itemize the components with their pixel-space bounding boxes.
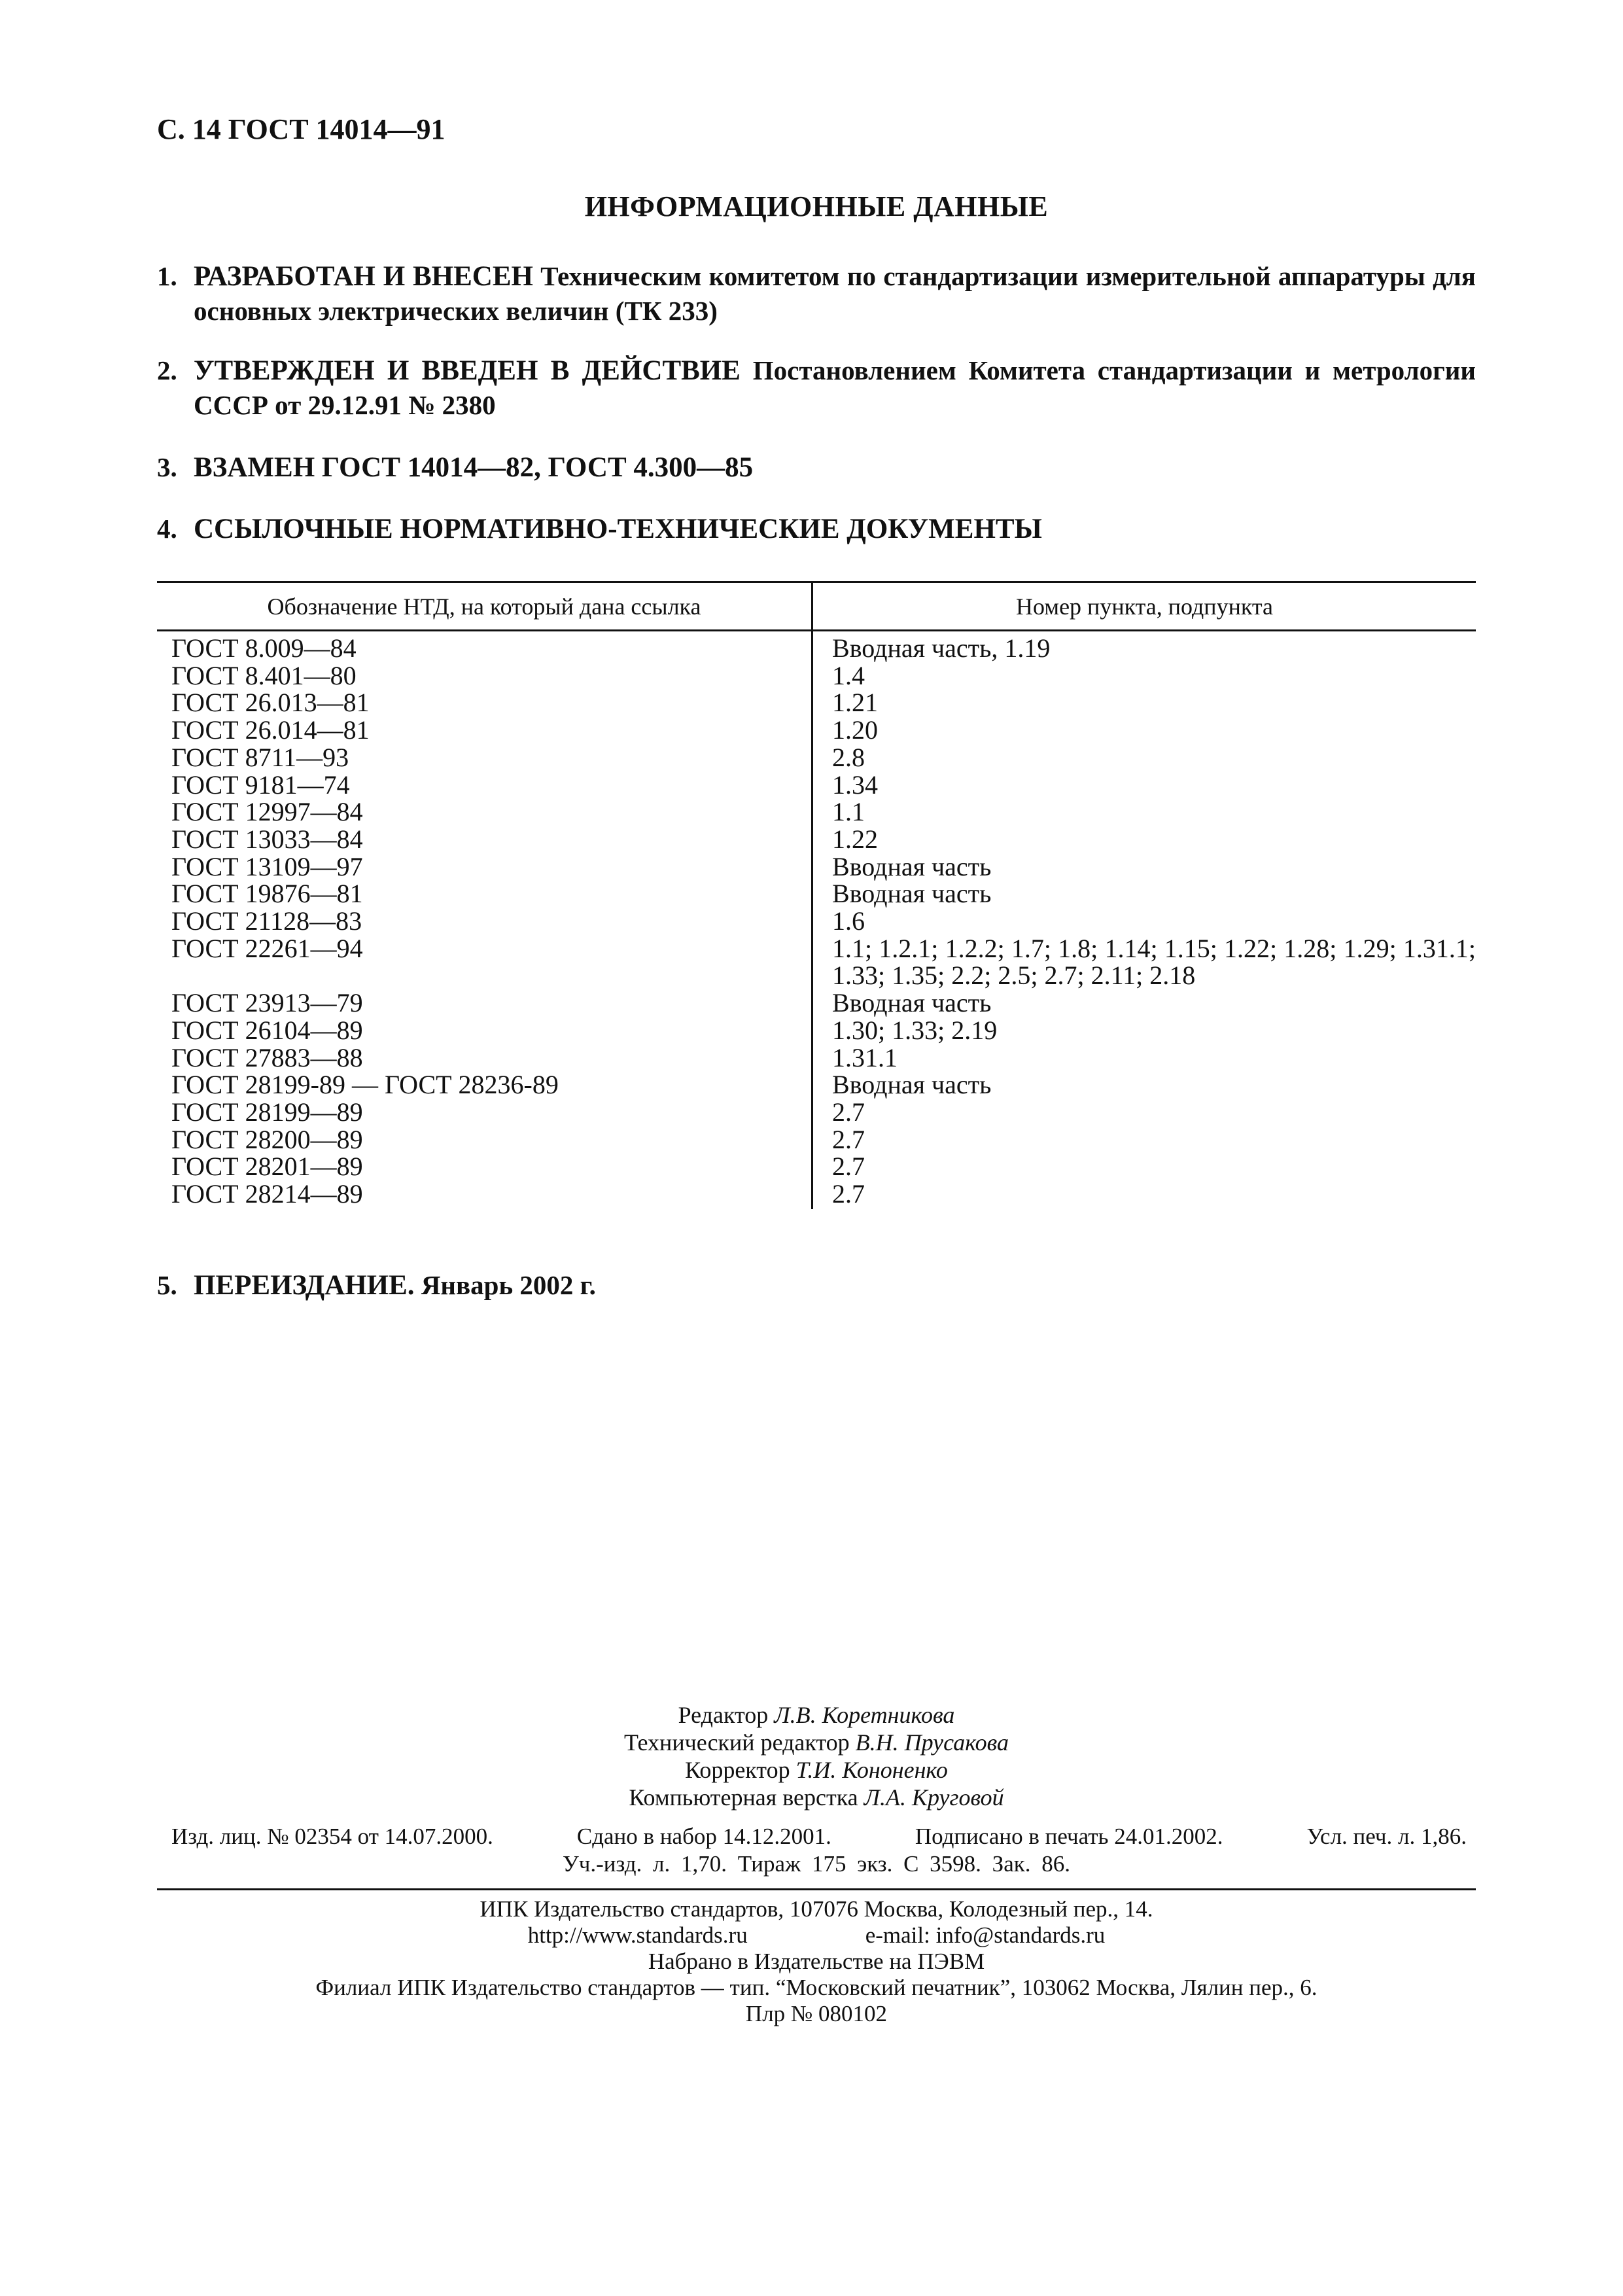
table-cell-clause: 1.34 — [832, 769, 878, 800]
table-cell-clause: 1.20 — [832, 715, 878, 745]
credits-block — [157, 1701, 1476, 1811]
table-body — [157, 635, 1476, 1208]
table-row — [157, 908, 1476, 935]
publisher-contacts — [157, 1922, 1476, 1949]
credit-tech-editor: Технический редактор В.Н. Прусакова — [623, 1729, 1009, 1756]
table-row — [157, 1099, 1476, 1126]
table-cell-document: ГОСТ 26104—89 — [171, 1015, 363, 1045]
table-cell-document: ГОСТ 26.013—81 — [171, 688, 370, 718]
table-cell-clause: 1.6 — [832, 906, 865, 936]
table-cell-clause: Вводная часть, 1.19 — [832, 633, 1051, 663]
item-number: 1. — [157, 261, 177, 291]
table-cell-document: ГОСТ 28214—89 — [171, 1179, 363, 1209]
item-number: 2. — [157, 355, 177, 385]
table-cell-clause: Вводная часть — [832, 988, 992, 1018]
credit-proofreader: Корректор Т.И. Кононенко — [685, 1757, 948, 1783]
publisher-website: http://www.standards.ru — [527, 1922, 748, 1948]
table-row — [157, 989, 1476, 1017]
table-cell-clause: 1.22 — [832, 824, 878, 854]
table-cell-document: ГОСТ 9181—74 — [171, 769, 350, 800]
table-row — [157, 826, 1476, 853]
table-cell-clause: 1.21 — [832, 688, 878, 718]
publisher-branch: Филиал ИПК Издательство стандартов — тип. “Московский печатник”, 103062 Москва, Лялин пер., 6. — [315, 1975, 1318, 2000]
info-item-4 — [157, 512, 1476, 546]
item-lead: ПЕРЕИЗДАНИЕ. — [194, 1270, 415, 1301]
item-lead: ССЫЛОЧНЫЕ НОРМАТИВНО-ТЕХНИЧЕСКИЕ ДОКУМЕНТЫ — [194, 514, 1042, 544]
item-text: Техническим комитетом по стандартизации измерительной аппаратуры для основных электрических величин (ТК 233) — [194, 261, 1476, 326]
table-cell-document: ГОСТ 28199—89 — [171, 1097, 363, 1127]
table-row — [157, 935, 1476, 989]
item-lead: ВЗАМЕН ГОСТ 14014—82, ГОСТ 4.300—85 — [194, 452, 754, 483]
table-cell-clause: 2.7 — [832, 1124, 865, 1154]
table-cell-clause: Вводная часть — [832, 1070, 992, 1100]
table-header-document: Обозначение НТД, на который дана ссылка — [267, 593, 701, 620]
table-cell-document: ГОСТ 23913—79 — [171, 988, 363, 1018]
item-lead: УТВЕРЖДЕН И ВВЕДЕН В ДЕЙСТВИЕ — [194, 355, 741, 386]
table-row — [157, 716, 1476, 744]
item-lead: РАЗРАБОТАН И ВНЕСЕН — [194, 261, 533, 292]
table-cell-document: ГОСТ 28200—89 — [171, 1124, 363, 1154]
imprint-typeset: Сдано в набор 14.12.2001. — [576, 1824, 831, 1849]
table-cell-clause: 2.8 — [832, 742, 865, 772]
imprint-signed: Подписано в печать 24.01.2002. — [915, 1824, 1223, 1849]
table-row — [157, 1071, 1476, 1099]
info-item-5 — [157, 1268, 1476, 1303]
table-row — [157, 1126, 1476, 1154]
table-cell-clause: 2.7 — [832, 1179, 865, 1209]
info-item-3 — [157, 450, 1476, 485]
publisher-block — [157, 1896, 1476, 2027]
item-text: Январь 2002 г. — [414, 1270, 596, 1300]
table-row — [157, 1044, 1476, 1072]
table-row — [157, 880, 1476, 908]
table-cell-document: ГОСТ 28201—89 — [171, 1152, 363, 1182]
publisher-plr: Плр № 080102 — [745, 2001, 888, 2026]
credit-editor: Редактор Л.В. Коретникова — [678, 1702, 955, 1728]
table-cell-clause: 2.7 — [832, 1152, 865, 1182]
imprint-license: Изд. лиц. № 02354 от 14.07.2000. — [171, 1824, 493, 1849]
item-number: 4. — [157, 514, 177, 544]
table-row — [157, 635, 1476, 662]
table-cell-clause: Вводная часть — [832, 851, 992, 881]
table-cell-document: ГОСТ 19876—81 — [171, 879, 363, 909]
table-cell-clause: 1.4 — [832, 660, 865, 690]
table-cell-document: ГОСТ 8711—93 — [171, 742, 349, 772]
table-cell-clause: Вводная часть — [832, 879, 992, 909]
table-cell-document: ГОСТ 8.401—80 — [171, 660, 357, 690]
table-row — [157, 662, 1476, 690]
publisher-typeset-note: Набрано в Издательстве на ПЭВМ — [648, 1949, 985, 1974]
table-cell-document: ГОСТ 8.009—84 — [171, 633, 357, 663]
page-header: С. 14 ГОСТ 14014—91 — [157, 113, 445, 145]
table-cell-clause: 1.1; 1.2.1; 1.2.2; 1.7; 1.8; 1.14; 1.15; 1.22; 1.28; 1.29; 1.31.1; 1.33; 1.35; 2.2; 2.5; 2.7; 2.11; 2.18 — [832, 933, 1476, 991]
info-item-2 — [157, 353, 1476, 422]
imprint-line-1 — [171, 1823, 1467, 1850]
table-cell-document: ГОСТ 28199-89 — ГОСТ 28236-89 — [171, 1070, 559, 1100]
credit-layout: Компьютерная верстка Л.А. Круговой — [629, 1784, 1004, 1810]
section-title: ИНФОРМАЦИОННЫЕ ДАННЫЕ — [584, 190, 1049, 222]
table-cell-clause: 1.1 — [832, 797, 865, 827]
table-top-rule — [157, 581, 1476, 583]
table-cell-document: ГОСТ 13033—84 — [171, 824, 363, 854]
imprint-rule — [157, 1888, 1476, 1890]
table-cell-clause: 2.7 — [832, 1097, 865, 1127]
item-number: 5. — [157, 1270, 177, 1300]
table-row — [157, 689, 1476, 716]
publisher-address: ИПК Издательство стандартов, 107076 Москва, Колодезный пер., 14. — [480, 1896, 1153, 1922]
table-cell-document: ГОСТ 27883—88 — [171, 1042, 363, 1072]
table-header-rule — [157, 629, 1476, 631]
table-cell-document: ГОСТ 21128—83 — [171, 906, 362, 936]
table-row — [157, 1153, 1476, 1180]
table-cell-document: ГОСТ 26.014—81 — [171, 715, 370, 745]
table-row — [157, 798, 1476, 826]
table-row — [157, 1017, 1476, 1044]
publisher-email: e-mail: info@standards.ru — [865, 1922, 1106, 1948]
table-cell-document: ГОСТ 12997—84 — [171, 797, 363, 827]
table-row — [157, 1180, 1476, 1208]
table-row — [157, 853, 1476, 881]
table-cell-document: ГОСТ 22261—94 — [171, 933, 363, 963]
item-number: 3. — [157, 452, 177, 482]
table-cell-clause: 1.31.1 — [832, 1042, 898, 1072]
imprint-print-sheets: Усл. печ. л. 1,86. — [1306, 1824, 1467, 1849]
table-row — [157, 771, 1476, 799]
table-header-clause: Номер пункта, подпункта — [1015, 593, 1273, 620]
table-cell-document: ГОСТ 13109—97 — [171, 851, 363, 881]
item-text: Постановлением Комитета стандартизации и метрологии СССР от 29.12.91 № 2380 — [194, 355, 1476, 420]
table-row — [157, 744, 1476, 771]
imprint-line-2: Уч.-изд. л. 1,70. Тираж 175 экз. С 3598. Зак. 86. — [563, 1851, 1070, 1877]
table-cell-clause: 1.30; 1.33; 2.19 — [832, 1015, 998, 1045]
info-item-1 — [157, 259, 1476, 328]
